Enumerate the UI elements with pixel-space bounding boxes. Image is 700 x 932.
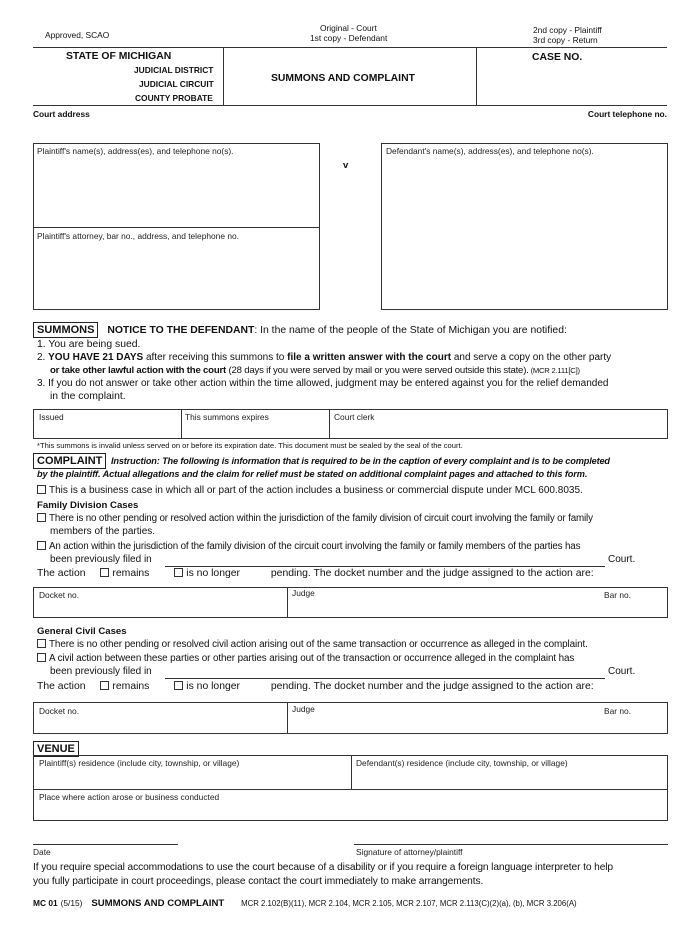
copy-first: 1st copy - Defendant	[310, 33, 388, 43]
case-no-label: CASE NO.	[532, 52, 583, 63]
family-2-checkbox[interactable]	[37, 541, 46, 550]
business-case	[37, 484, 583, 497]
civil-filed-in: been previously filed in	[50, 666, 152, 677]
civil-nolonger-checkbox[interactable]	[174, 681, 183, 690]
family-action-status	[37, 567, 594, 580]
civil-pending-text: pending. The docket number and the judge assigned to the action are:	[270, 681, 594, 692]
form-date: (5/15)	[60, 898, 83, 908]
court-address-label: Court address	[33, 109, 90, 119]
instruction-line-2: by the plaintiff. Actual allegations and the claim for relief must be stated on additional complaint pages and attached to this form.	[37, 469, 588, 479]
civil-option-2	[37, 652, 574, 665]
family-pending-text: pending. The docket number and the judge assigned to the action are:	[270, 568, 594, 579]
family-judge-label[interactable]: Judge	[292, 588, 315, 598]
state-label: STATE OF MICHIGAN	[66, 51, 172, 62]
family-docket-divider	[287, 587, 288, 618]
civil-2-text: A civil action between these parties or other parties arising out of the transaction or occurrence alleged in the complaint has	[49, 653, 575, 664]
family-court-word: Court.	[608, 554, 636, 565]
header-divider-1	[223, 47, 224, 105]
header-bottom-rule	[33, 105, 667, 106]
business-text: This is a business case in which all or part of the action includes a business or commercial dispute under MCL 600.8035.	[49, 485, 583, 496]
venue-tag: VENUE	[33, 741, 79, 757]
form-footer-title: SUMMONS AND COMPLAINT	[91, 898, 225, 909]
issued-label[interactable]: Issued	[39, 412, 64, 422]
civil-action-status	[37, 680, 594, 693]
complaint-instruction	[33, 453, 610, 469]
defendant-label: Defendant's name(s), address(es), and telephone no(s).	[386, 146, 594, 156]
family-nolonger-checkbox[interactable]	[174, 568, 183, 577]
invalid-note: *This summons is invalid unless served on or before its expiration date. This document must be sealed by the seal of the court.	[37, 441, 463, 450]
defendant-box[interactable]	[381, 143, 668, 310]
issue-divider-2	[329, 409, 330, 439]
versus-label: v	[343, 160, 349, 171]
header-top-rule	[33, 47, 667, 48]
summons-item-1: 1. You are being sued.	[37, 339, 141, 350]
civil-heading: General Civil Cases	[37, 626, 127, 637]
plaintiff-divider	[33, 227, 320, 228]
business-checkbox[interactable]	[37, 485, 46, 494]
civil-2-checkbox[interactable]	[37, 653, 46, 662]
form-title: SUMMONS AND COMPLAINT	[271, 73, 415, 84]
accommodation-line-1: If you require special accommodations to use the court because of a disability or if you require a foreign language interpreter to help	[33, 862, 613, 873]
civil-1-text: There is no other pending or resolved civil action arising out of the same transaction or occurrence as alleged in the complaint.	[49, 639, 588, 650]
court-phone-label: Court telephone no.	[587, 109, 667, 119]
civil-remains-checkbox[interactable]	[100, 681, 109, 690]
family-option-1-cont: members of the parties.	[50, 526, 156, 537]
plaintiff-label: Plaintiff's name(s), address(es), and telephone no(s).	[37, 146, 234, 156]
form-number: MC 01	[33, 898, 58, 908]
instruction-line-1: Instruction: The following is information that is required to be in the caption of every complaint and is to be completed	[110, 456, 610, 466]
issue-divider-1	[181, 409, 182, 439]
family-remains-checkbox[interactable]	[100, 568, 109, 577]
family-option-1	[37, 512, 593, 525]
civil-court-word: Court.	[608, 666, 636, 677]
family-1-text: There is no other pending or resolved action within the jurisdiction of the family division of circuit court involving the family or family	[49, 513, 593, 524]
complaint-tag: COMPLAINT	[33, 453, 106, 469]
civil-judge-label[interactable]: Judge	[292, 704, 315, 714]
civil-bar-label[interactable]: Bar no.	[604, 706, 632, 716]
circuit-label: JUDICIAL CIRCUIT	[139, 79, 214, 89]
item2-lawful: or take other lawful action with the court	[50, 365, 227, 376]
date-line[interactable]	[33, 844, 178, 845]
signature-line[interactable]	[354, 844, 668, 845]
family-docket-label[interactable]: Docket no.	[39, 590, 80, 600]
civil-option-1	[37, 638, 588, 651]
form-rules: MCR 2.102(B)(11), MCR 2.104, MCR 2.105, MCR 2.107, MCR 2.113(C)(2)(a), (b), MCR 3.206(A)	[241, 899, 577, 908]
civil-no-longer: is no longer	[186, 681, 241, 692]
item2-serve: and serve a copy on the other party	[451, 352, 612, 363]
item2-rule: (MCR 2.111[C])	[528, 366, 580, 375]
item2-num: 2.	[37, 352, 49, 363]
venue-divider	[351, 755, 352, 789]
item2-mid: after receiving this summons to	[143, 352, 288, 363]
family-2-text: An action within the jurisdiction of the family division of the circuit court involving the family or family members of the parties has	[49, 541, 581, 552]
civil-docket-divider	[287, 702, 288, 734]
signature-label: Signature of attorney/plaintiff	[356, 847, 463, 857]
approved-text: Approved, SCAO	[45, 30, 110, 40]
family-no-longer: is no longer	[186, 568, 241, 579]
family-docket-row	[33, 587, 668, 618]
family-the-action: The action	[37, 568, 86, 579]
copy-second: 2nd copy - Plaintiff	[533, 25, 602, 35]
notice-bold: NOTICE TO THE DEFENDANT	[107, 325, 255, 336]
family-1-checkbox[interactable]	[37, 513, 46, 522]
summons-item-3-cont: in the complaint.	[50, 391, 126, 402]
item2-days-note: (28 days if you were served by mail or you were served outside this state).	[226, 365, 529, 376]
probate-label: COUNTY PROBATE	[135, 93, 213, 103]
summons-notice	[33, 322, 567, 338]
form-footer	[33, 897, 577, 910]
header-divider-2	[476, 47, 477, 105]
summons-tag: SUMMONS	[33, 322, 98, 338]
plaintiff-residence-label[interactable]: Plaintiff(s) residence (include city, township, or village)	[39, 758, 240, 768]
notice-rest: : In the name of the people of the State of Michigan you are notified:	[254, 325, 567, 336]
district-label: JUDICIAL DISTRICT	[134, 65, 214, 75]
clerk-label[interactable]: Court clerk	[334, 412, 375, 422]
accommodation-line-2: you fully participate in court proceedings, please contact the court immediately to make arrangements.	[33, 876, 484, 887]
family-heading: Family Division Cases	[37, 500, 139, 511]
defendant-residence-label[interactable]: Defendant(s) residence (include city, township, or village)	[356, 758, 568, 768]
copy-third: 3rd copy - Return	[533, 35, 598, 45]
venue-row-divider	[33, 789, 668, 790]
civil-court-blank[interactable]	[165, 678, 605, 679]
date-label: Date	[33, 847, 51, 857]
family-filed-in: been previously filed in	[50, 554, 152, 565]
item2-answer: file a written answer with the court	[287, 352, 452, 363]
family-remains: remains	[112, 568, 150, 579]
place-label[interactable]: Place where action arose or business conducted	[39, 792, 220, 802]
civil-docket-row	[33, 702, 668, 734]
civil-remains: remains	[112, 681, 150, 692]
item2-days: YOU HAVE 21 DAYS	[48, 352, 144, 363]
family-bar-label[interactable]: Bar no.	[604, 590, 632, 600]
family-option-2	[37, 540, 580, 553]
civil-the-action: The action	[37, 681, 86, 692]
civil-docket-label[interactable]: Docket no.	[39, 706, 80, 716]
summons-item-2-cont	[50, 364, 580, 377]
copy-original: Original - Court	[320, 23, 377, 33]
summons-item-3: 3. If you do not answer or take other action within the time allowed, judgment may be entered against you for the relief demanded	[37, 378, 609, 389]
summons-item-2	[37, 351, 611, 364]
attorney-label: Plaintiff's attorney, bar no., address, and telephone no.	[37, 231, 239, 241]
civil-1-checkbox[interactable]	[37, 639, 46, 648]
expires-label[interactable]: This summons expires	[185, 412, 269, 422]
